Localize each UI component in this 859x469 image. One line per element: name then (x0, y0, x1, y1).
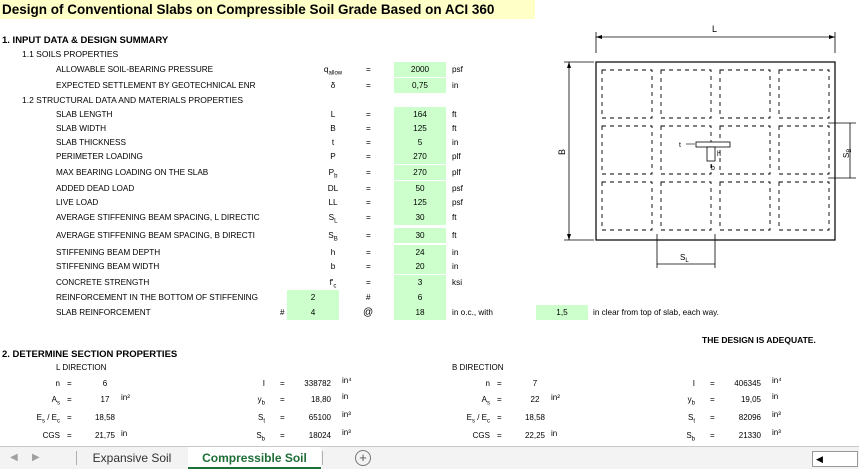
struct-row-value-cell[interactable]: 30 (394, 210, 446, 225)
struct-row-label: CONCRETE STRENGTH (56, 278, 150, 287)
soil-row-value-cell[interactable]: 0,75 (394, 78, 446, 93)
l-dir-value: 18,58 (94, 413, 116, 422)
b-dir-equals: = (497, 379, 502, 388)
soil-row-equals: = (366, 65, 371, 74)
struct-row-unit: ft (452, 231, 457, 240)
struct-row-symbol: P (330, 152, 336, 161)
tab-scroll-prev-icon[interactable]: ◀ (10, 452, 18, 463)
diagram-label-t: t (679, 142, 681, 149)
struct-row-symbol: h (330, 248, 336, 257)
b-dir-prop-label: $S_b$ (686, 431, 695, 443)
struct-row-value-cell[interactable]: 270 (394, 165, 446, 180)
section-2-heading: 2. DETERMINE SECTION PROPERTIES (2, 349, 178, 360)
struct-row-label: AVERAGE STIFFENING BEAM SPACING, L DIRECTIC (56, 213, 260, 222)
sheet-title: Design of Conventional Slabs on Compressible Soil Grade Based on ACI 360 (0, 0, 535, 19)
l-dir-unit: in² (121, 393, 130, 402)
struct-row-value-cell[interactable]: 30 (394, 228, 446, 243)
l-dir-prop-unit: in⁴ (342, 376, 352, 385)
struct-row-label: AVERAGE STIFFENING BEAM SPACING, B DIRECTI​ (56, 231, 255, 240)
soil-row-symbol: δ (330, 81, 336, 90)
diagram-label-b: b (711, 165, 715, 172)
b-dir-prop-value: 406345 (734, 379, 761, 388)
struct-row-symbol: L (330, 110, 336, 119)
struct-row-unit: psf (452, 198, 463, 207)
slab-reinf-bar-cell[interactable]: 4 (287, 305, 339, 320)
l-dir-prop-label: $y_b$ (257, 395, 265, 407)
struct-row-unit: ft (452, 124, 457, 133)
tab-separator (76, 451, 77, 465)
b-dir-prop-unit: in (772, 392, 779, 401)
b-dir-prop-label: I (692, 379, 695, 388)
struct-row-equals: = (366, 231, 371, 240)
b-dir-prop-unit: in³ (772, 428, 781, 437)
struct-row-value-cell[interactable]: 270 (394, 149, 446, 164)
struct-row-equals: = (366, 110, 371, 119)
b-dir-prop-value: 19,05 (740, 395, 761, 404)
struct-row-symbol: b (330, 262, 336, 271)
l-dir-prop-equals: = (280, 413, 285, 422)
l-dir-prop-value: 65100 (308, 413, 331, 422)
soil-row-value-cell[interactable]: 2000 (394, 62, 446, 77)
b-dir-equals: = (497, 395, 502, 404)
struct-row-unit: ksi (452, 278, 463, 287)
stiffening-beam-cell (779, 126, 829, 174)
struct-row-unit: ft (452, 110, 457, 119)
struct-row-symbol: LL (328, 198, 338, 207)
struct-row-equals: = (366, 248, 371, 257)
struct-row-label: SLAB LENGTH (56, 110, 113, 119)
struct-row-symbol: DL (327, 184, 339, 193)
subsection-soils: 1.1 SOILS PROPERTIES (22, 49, 119, 59)
struct-row-label: MAX BEARING LOADING ON THE SLAB (56, 168, 209, 177)
struct-row-value-cell[interactable]: 125 (394, 121, 446, 136)
struct-row-symbol: t (331, 138, 335, 147)
l-dir-value: 6 (102, 379, 108, 388)
b-dir-prop-equals: = (710, 379, 715, 388)
reinf-bottom-label: REINFORCEMENT IN THE BOTTOM OF STIFFENING (56, 293, 258, 302)
struct-row-symbol: $S_L$ (328, 213, 338, 225)
struct-row-equals: = (366, 152, 371, 161)
b-dir-label: $A_s$ (481, 395, 490, 407)
slab-reinf-label: SLAB REINFORCEMENT (56, 308, 151, 317)
struct-row-label: STIFFENING BEAM WIDTH (56, 262, 160, 271)
l-dir-prop-label: $S_t$ (257, 413, 265, 425)
struct-row-symbol: $S_B$ (328, 231, 338, 243)
struct-row-label: LIVE LOAD (56, 198, 99, 207)
l-dir-es-ec-label: $E_s / E_c$ (36, 413, 60, 425)
slab-reinf-unit: in o.c., with (452, 308, 493, 317)
tab-expansive-soil[interactable]: Expansive Soil (92, 451, 172, 465)
struct-row-label: SLAB WIDTH (56, 124, 107, 133)
struct-row-equals: = (366, 168, 371, 177)
l-dir-prop-label: $S_b$ (256, 431, 265, 443)
struct-row-label: SLAB THICKNESS (56, 138, 126, 147)
add-sheet-icon[interactable]: + (355, 450, 371, 466)
b-dir-equals: = (497, 431, 502, 440)
l-dir-equals: = (67, 413, 72, 422)
soil-row-unit: psf (452, 65, 463, 74)
l-dir-prop-label: I (262, 379, 265, 388)
struct-row-unit: plf (452, 152, 461, 161)
tab-scroll-next-icon[interactable]: ▶ (32, 452, 40, 463)
struct-row-value-cell[interactable]: 164 (394, 107, 446, 122)
stiffening-beam-cell (720, 182, 770, 230)
b-dir-prop-unit: in⁴ (772, 376, 782, 385)
b-dir-value: 7 (532, 379, 538, 388)
l-dir-prop-equals: = (280, 395, 285, 404)
b-dir-prop-value: 82096 (738, 413, 761, 422)
b-dir-prop-label: $S_t$ (687, 413, 695, 425)
slab-reinf-clear-cell[interactable]: 1,5 (536, 305, 588, 320)
l-dir-equals: = (67, 431, 72, 440)
slab-reinf-spacing-cell[interactable]: 18 (394, 305, 446, 320)
struct-row-value-cell[interactable]: 20 (394, 259, 446, 274)
l-dir-label: n (55, 379, 60, 388)
soil-row-unit: in (452, 81, 459, 90)
horizontal-scrollbar[interactable] (812, 451, 858, 467)
l-dir-label: $A_s$ (51, 395, 60, 407)
struct-row-value-cell[interactable]: 24 (394, 245, 446, 260)
struct-row-label: STIFFENING BEAM DEPTH (56, 248, 161, 257)
struct-row-symbol: $f'_c$ (329, 278, 337, 290)
struct-row-symbol: $P_b$ (328, 168, 338, 180)
l-dir-unit: in (121, 429, 128, 438)
slab-plan-diagram (557, 20, 859, 270)
b-dir-value: 18,58 (524, 413, 546, 422)
reinf-bottom-size-cell[interactable]: 6 (394, 290, 446, 305)
struct-row-equals: = (366, 262, 371, 271)
l-dir-prop-equals: = (280, 431, 285, 440)
soil-row-label: ALLOWABLE SOIL-BEARING PRESSURE (56, 65, 214, 74)
struct-row-unit: in (452, 262, 459, 271)
l-direction-heading: L DIRECTION (56, 363, 107, 372)
soil-row-equals: = (366, 81, 371, 90)
stiffening-beam-cell (779, 182, 829, 230)
struct-row-equals: = (366, 184, 371, 193)
sheet-tab-bar (0, 446, 859, 469)
struct-row-equals: = (366, 278, 371, 287)
diagram-label-L: L (712, 24, 718, 34)
l-dir-equals: = (67, 379, 72, 388)
slab-reinf-note: in clear from top of slab, each way. (593, 308, 719, 317)
l-dir-prop-unit: in³ (342, 428, 351, 437)
stiffening-beam-cell (602, 182, 652, 230)
struct-row-unit: psf (452, 184, 463, 193)
b-direction-heading: B DIRECTION (452, 363, 504, 372)
b-dir-value: 22 (530, 395, 540, 404)
diagram-label-SB: $S_B$ (842, 148, 853, 158)
scroll-left-icon[interactable]: ◀ (816, 454, 823, 464)
stiffening-beam-cell (661, 70, 711, 118)
diagram-label-h: h (717, 151, 721, 158)
stiffening-beam-cell (661, 126, 711, 174)
struct-row-label: ADDED DEAD LOAD (56, 184, 135, 193)
stiffening-beam-cell (602, 70, 652, 118)
tab-compressible-soil[interactable]: Compressible Soil (188, 447, 321, 469)
slab-reinf-at: @ (363, 307, 374, 318)
b-dir-value: 22,25 (524, 431, 546, 440)
struct-row-equals: = (366, 198, 371, 207)
l-dir-prop-value: 338782 (304, 379, 331, 388)
soil-row-symbol: $q_{allow}$ (323, 65, 343, 77)
struct-row-value-cell[interactable]: 125 (394, 195, 446, 210)
struct-row-equals: = (366, 213, 371, 222)
b-dir-prop-value: 21330 (738, 431, 761, 440)
reinf-bottom-count-cell[interactable]: 2 (287, 290, 339, 305)
b-dir-prop-label: $y_b$ (687, 395, 695, 407)
struct-row-unit: in (452, 138, 459, 147)
diagram-label-SL: $S_L$ (680, 253, 689, 264)
soil-row-label: EXPECTED SETTLEMENT BY GEOTECHNICAL ENR (56, 81, 256, 90)
b-dir-equals: = (497, 413, 502, 422)
struct-row-unit: ft (452, 213, 457, 222)
reinf-bottom-hash: # (366, 293, 371, 302)
struct-row-unit: plf (452, 168, 461, 177)
b-dir-prop-equals: = (710, 431, 715, 440)
b-dir-unit: in (551, 429, 558, 438)
stiffening-beam-cell (720, 126, 770, 174)
struct-row-unit: in (452, 248, 459, 257)
struct-row-equals: = (366, 138, 371, 147)
section-1-heading: 1. INPUT DATA & DESIGN SUMMARY (2, 35, 169, 46)
b-dir-label: n (485, 379, 490, 388)
b-dir-label: CGS (472, 431, 490, 440)
diagram-label-B: B (557, 148, 567, 155)
b-dir-es-ec-label: $E_s / E_c$ (466, 413, 490, 425)
stiffening-beam-cell (779, 70, 829, 118)
struct-row-value-cell[interactable]: 50 (394, 181, 446, 196)
subsection-structural: 1.2 STRUCTURAL DATA AND MATERIALS PROPERTIES (22, 95, 244, 105)
l-dir-value: 21,75 (94, 431, 116, 440)
tab-separator (322, 451, 323, 465)
b-dir-prop-equals: = (710, 395, 715, 404)
struct-row-symbol: B (330, 124, 336, 133)
l-dir-prop-unit: in³ (342, 410, 351, 419)
slab-reinf-hash: # (280, 308, 285, 317)
b-dir-prop-unit: in³ (772, 410, 781, 419)
l-dir-equals: = (67, 395, 72, 404)
l-dir-prop-unit: in (342, 392, 349, 401)
design-adequate-status: THE DESIGN IS ADEQUATE. (702, 335, 816, 345)
stiffening-beam-cell (720, 70, 770, 118)
l-dir-prop-value: 18024 (308, 431, 331, 440)
b-dir-unit: in² (551, 393, 560, 402)
struct-row-value-cell[interactable]: 3 (394, 275, 446, 290)
l-dir-label: CGS (42, 431, 60, 440)
struct-row-value-cell[interactable]: 5 (394, 135, 446, 150)
b-dir-prop-equals: = (710, 413, 715, 422)
l-dir-prop-equals: = (280, 379, 285, 388)
l-dir-value: 17 (100, 395, 110, 404)
stiffening-beam-cell (602, 126, 652, 174)
l-dir-prop-value: 18,80 (310, 395, 331, 404)
struct-row-label: PERIMETER LOADING (56, 152, 143, 161)
struct-row-equals: = (366, 124, 371, 133)
stiffening-beam-cell (661, 182, 711, 230)
